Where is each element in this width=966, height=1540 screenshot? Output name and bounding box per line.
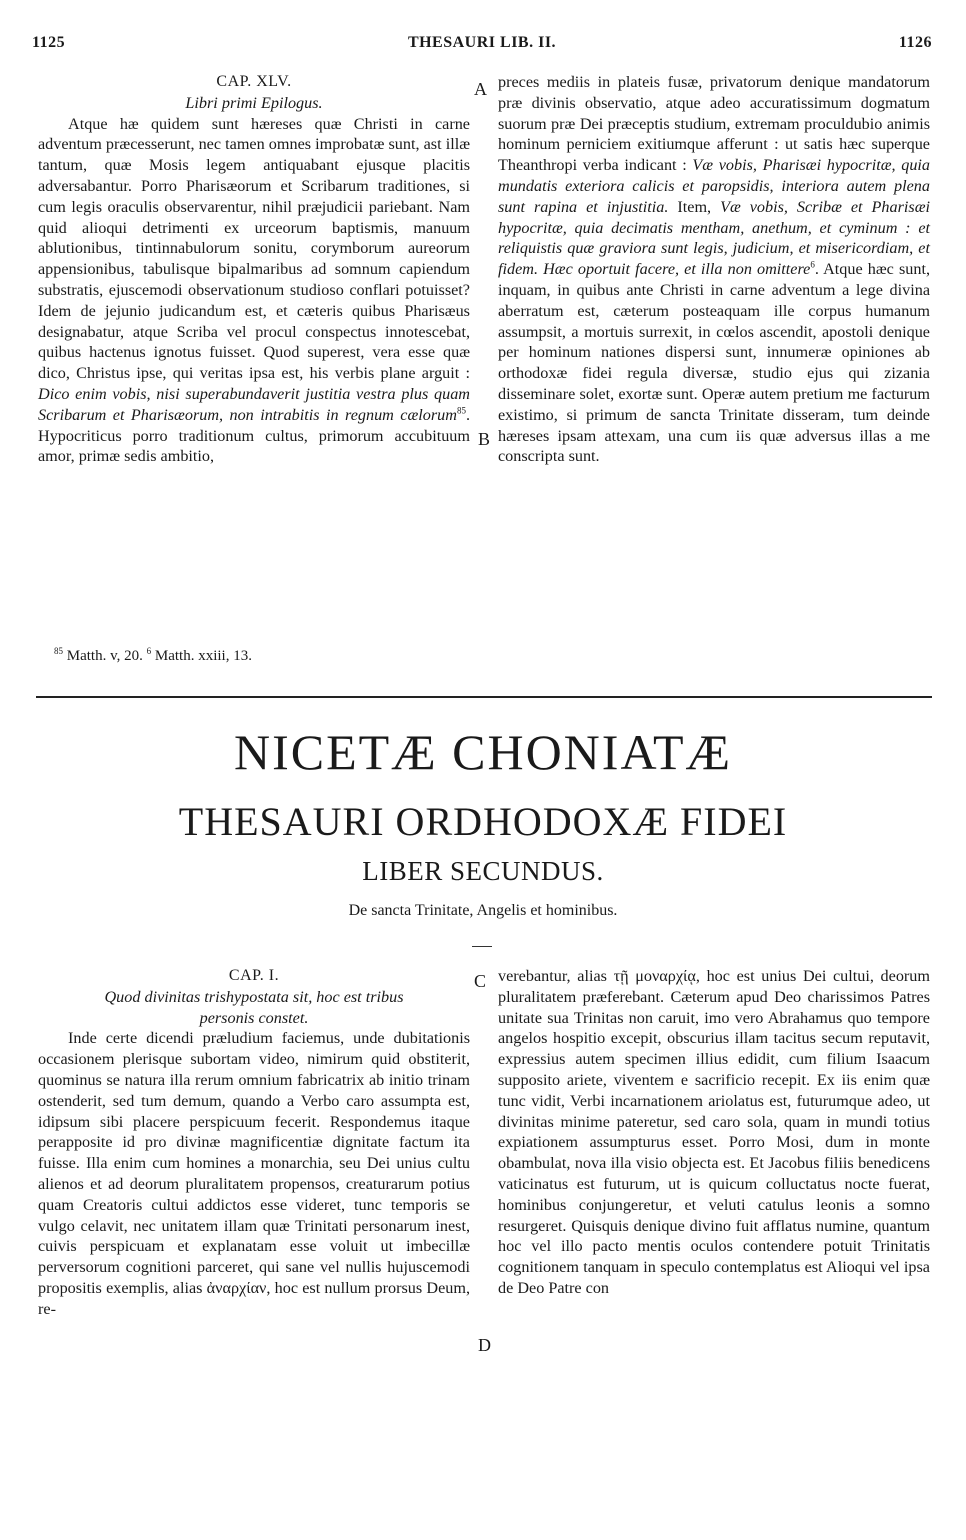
text-run: Atque hæ quidem sunt hæreses quæ Christi in carne adventum præcesserunt, nec tamen omnes improbatæ sunt, ast illæ tantum, quæ Mosis legem antiquabant ejusque placitis adversabantur. Porro Pharisæorum et Scribarum traditiones, si cum legis oraculis observarentur, nihil præjudicii pariebant. Nam quid alioqui detrimenti ex urceorum baptismis, manuum ablutionibus, tintinnabulorum sonitu, corymborum aureorum appensionibus, tabulisque bipalmaribus ad somnum capiendum substratis, ejuscemodi observationum studioso conflari potuisset? Idem de jejunio judicandum est, et cæteris quibus Pharisæus designabatur, atque Scriba vel procul conspectus innotescebat, quibus hactenus ignotus fuisset. Quod superest, vera esse quæ dico, Christus ipse, qui veritas ipsa est, his verbis plane arguit :: [38, 114, 470, 383]
upper-right-column: [498, 72, 930, 467]
margin-marker-c: C: [474, 971, 487, 991]
paragraph: [38, 114, 470, 468]
scripture-quote: Dico enim vobis, nisi superabundaverit justitia vestra plus quam Scribarum et Pharisæorum, non intrabitis in regnum cælorum: [38, 384, 470, 424]
footnote-ref: 85: [456, 405, 466, 416]
text-run: . Atque hæc sunt, inquam, in quibus ante Christi in carne adventum a lege divina aberratum est, cæterum posteaquam ille corpus humanum assumpsit, a mortuis surrexit, in cœlos ascendit, apostoli denique per hominum nationes dispersi sunt, innumeræ opiniones ab orthodoxæ fidei regula diversæ, studio ejus qui zizania disseminare solet, exortæ sunt. Operæ autem pretium me facturum existimo, si primum de sancta Trinitate disseram, tum deinde hæreses ipsam attexam, una cum iis quæ adversus illas a me conscripta sunt.: [498, 260, 930, 466]
margin-marker-b: B: [478, 429, 491, 449]
footnotes: [54, 648, 252, 665]
lower-left-column: [38, 966, 470, 1320]
margin-marker-a: A: [474, 79, 487, 99]
upper-left-column: [38, 72, 470, 467]
running-head: [32, 34, 932, 58]
footnote-number: 85: [54, 646, 63, 656]
paragraph: Inde certe dicendi præludium faciemus, unde dubitationis occasionem plerisque subortam video, nimirum quid obstiterit, quominus se natura illa rerum omnium fabricatrix ab initio trinam ostenderit, sed tum demum, quando a Verbo caro assumpta est, idipsum sibi placere perspicuum fecerit. Respondemus itaque perapposite id pro divinæ magnificentiæ dignitate factum ita fuisse. Illa enim cum homines a monarchia, seu Dei unius cultu alienos et ad deorum pluralitatem propensos, creaturarum potius quam Creatoris cultui addictos esse videret, tunc temporis se vulgo celavit, nec unitatem illam quæ Trinitati personarum inest, cuivis perspicuam et explanatam esse voluit ut imbecillæ perversorum cognitioni parceret, qui sane vel nullis hujuscemodi propositis exemplis, alias ἀναρχίαν, hoc est nullum prorsus Deum, re-: [38, 1029, 470, 1318]
running-title: THESAURI LIB. II.: [407, 34, 557, 51]
lower-right-column: [498, 966, 930, 1299]
paragraph: verebantur, alias τῇ μοναρχίᾳ, hoc est unius Dei cultui, deorum pluralitatem præferebant. Cæterum apud Deo charissimos Patres unitate sua Trinitas non caruit, imo vero Abrahamus quo tempore angelos hospitio excepit, obscurius illam tacitus secum reputavit, expressius autem specimen illius edidit, cum filium Isaacum supposito ariete, viventem e sacrificio recepit. Ex iis enim quæ tunc vidit, Verbi incarnationem ariolatus est, futurumque adeo, ut divinitas minime pateretur, sed caro sola, quam in mundi totius expiationem assumpturus esset. Porro Mosi, dum in monte obambulat, nova illa visio objecta est. Et Jacobus filiis benedicens vaticinatus est futurum, ut is quicum colluctatus nocte fuerat, hominibus conjungeretur, et veluti catulus leonis a somno resurgeret. Quisquis denique divino fuit afflatus numine, quantum hoc vel illo pacto mentis oculos contendere potuit Trinitatis cognitionem tanquam in speculo contemplatus est Alioqui vel ipsa de Deo Patre con: [498, 967, 930, 1297]
book-title-topic: De sancta Trinitate, Angelis et hominibus.: [348, 902, 618, 919]
footnote-number: 6: [146, 646, 152, 656]
footnote-ref: 6: [810, 259, 815, 270]
book-title-author: NICETÆ CHONIATÆ: [233, 724, 733, 780]
page-number-right: 1126: [898, 34, 932, 51]
paragraph: [498, 72, 930, 467]
text-run: . Hypocriticus porro traditionum cultus, primorum accubituum amor, primæ sedis ambitio,: [38, 405, 470, 466]
section-rule: [36, 696, 932, 698]
book-title-work: THESAURI ORDHODOXÆ FIDEI: [178, 799, 788, 844]
chapter-subtitle: Libri primi Epilogus.: [185, 93, 323, 112]
text-run: Item,: [668, 197, 721, 216]
book-title-liber: LIBER SECUNDUS.: [362, 856, 604, 886]
scripture-quote: Væ vobis, Scribæ et Pharisæi hypocritæ, quia decimatis mentham, anethum, et cyminum : et reliquistis quæ graviora sunt legis, judicium, et misericordiam, et fidem. Hæc oportuit facere, et illa non omittere: [498, 197, 930, 279]
scripture-quote: Væ vobis, Pharisæi hypocritæ, quia mundatis exteriora calicis et paropsidis, interiora autem plena sunt rapina et injustitia.: [498, 156, 931, 216]
footnote-text: Matth. xxiii, 13.: [151, 648, 252, 664]
chapter-heading: CAP. XLV.: [216, 73, 292, 90]
text-run: preces mediis in plateis fusæ, privatorum denique mandatorum præ divinis observatio, atque adeo accuratissimum dogmatum suorum præ Dei præceptis studium, extremam proculdubio animis hominum perniciem exitiumque afferunt : ut satis hæc superque Theanthropi verba indicant :: [498, 73, 930, 175]
chapter-subtitle: Quod divinitas trishypostata sit, hoc est tribus personis constet.: [104, 987, 404, 1027]
chapter-heading: CAP. I.: [228, 967, 280, 984]
footnote-text: Matth. v, 20.: [63, 648, 147, 664]
margin-marker-d: D: [478, 1335, 491, 1355]
title-dash: [472, 946, 492, 947]
page-number-left: 1125: [32, 34, 66, 51]
